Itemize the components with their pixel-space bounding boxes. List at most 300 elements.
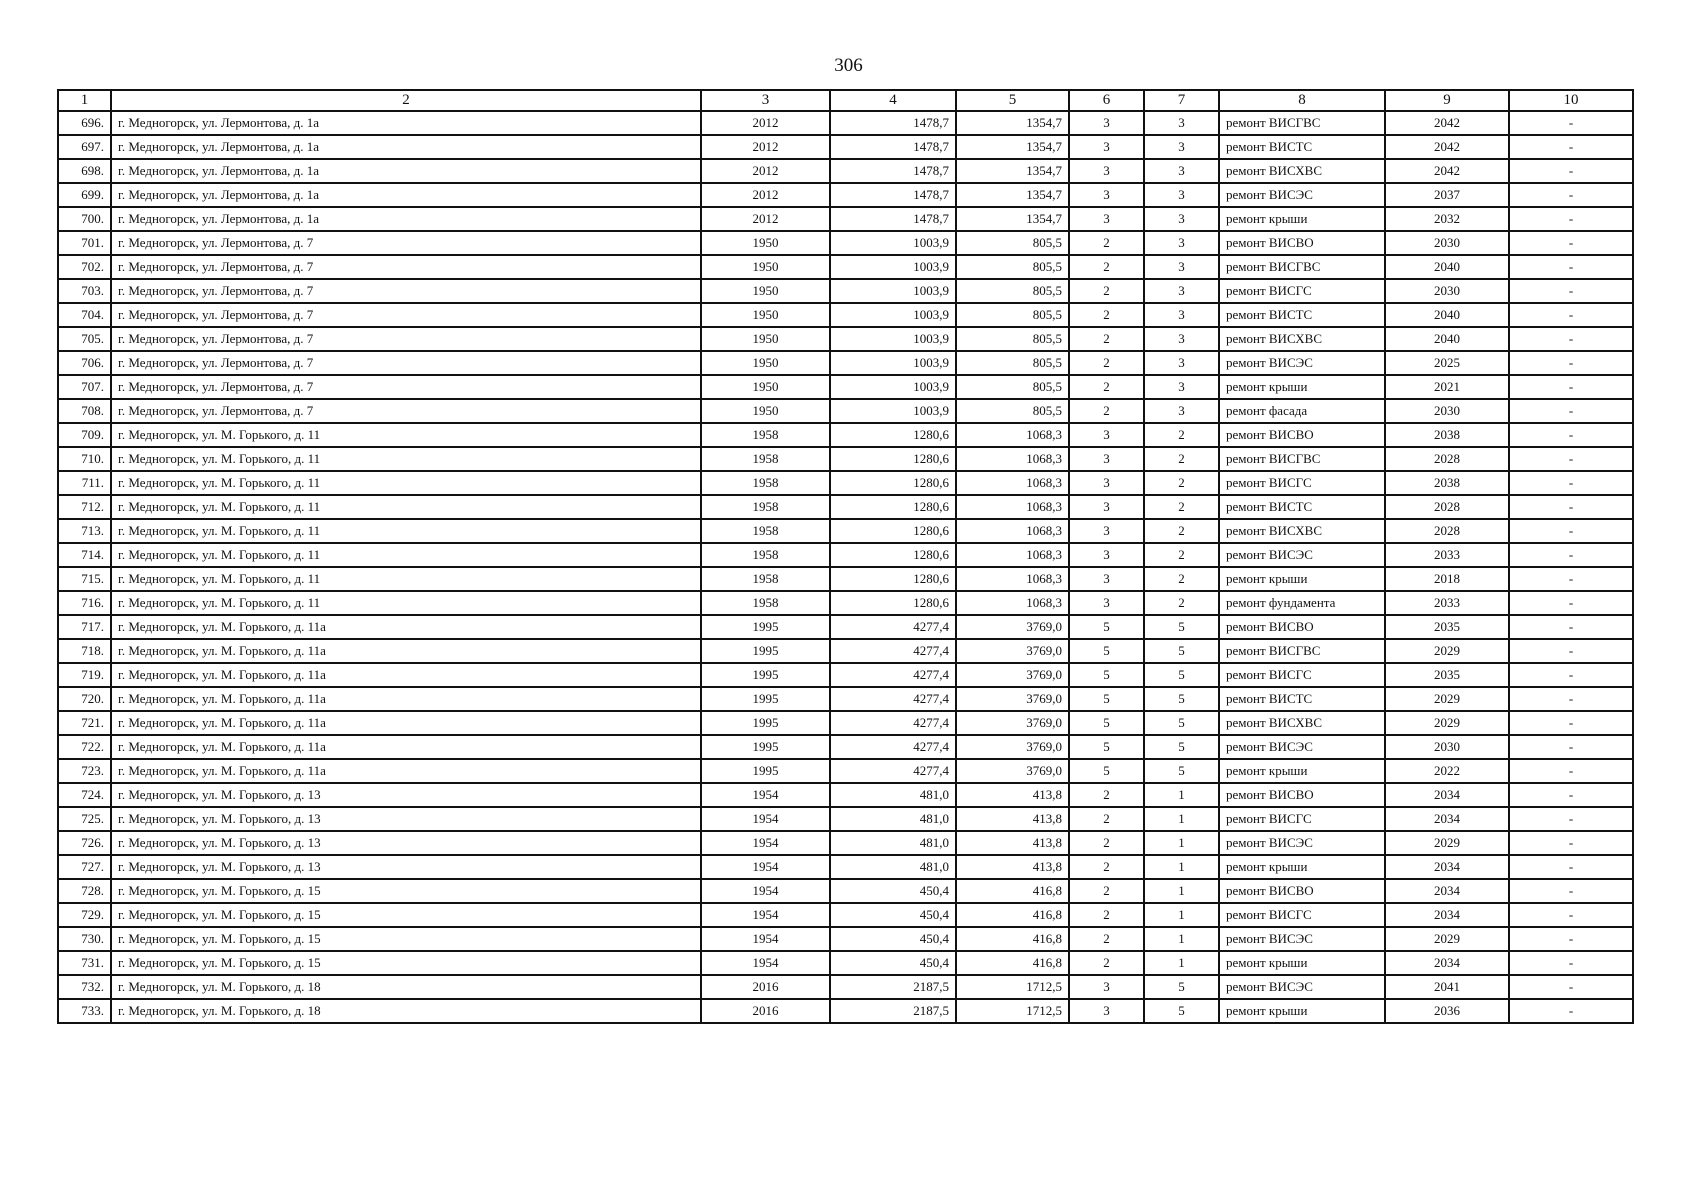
- note-cell: -: [1509, 927, 1633, 951]
- total-area-cell: 4277,4: [830, 663, 956, 687]
- total-area-cell: 4277,4: [830, 711, 956, 735]
- total-area-cell: 4277,4: [830, 615, 956, 639]
- planned-year-cell: 2025: [1385, 351, 1509, 375]
- living-area-cell: 1068,3: [956, 471, 1069, 495]
- living-area-cell: 1068,3: [956, 543, 1069, 567]
- work-type-cell: ремонт ВИСГВС: [1219, 111, 1385, 135]
- note-cell: -: [1509, 879, 1633, 903]
- table-row: [58, 999, 1633, 1023]
- entrances-cell: 5: [1144, 687, 1219, 711]
- table-row: [58, 231, 1633, 255]
- entrances-cell: 3: [1144, 351, 1219, 375]
- total-area-cell: 481,0: [830, 783, 956, 807]
- note-cell: -: [1509, 543, 1633, 567]
- row-number-cell: 728.: [58, 879, 111, 903]
- note-cell: -: [1509, 207, 1633, 231]
- work-type-cell: ремонт ВИСТС: [1219, 495, 1385, 519]
- planned-year-cell: 2032: [1385, 207, 1509, 231]
- floors-cell: 2: [1069, 255, 1144, 279]
- entrances-cell: 2: [1144, 495, 1219, 519]
- living-area-cell: 413,8: [956, 855, 1069, 879]
- column-number-header-row: [58, 90, 1633, 111]
- note-cell: -: [1509, 159, 1633, 183]
- total-area-cell: 1003,9: [830, 231, 956, 255]
- planned-year-cell: 2028: [1385, 495, 1509, 519]
- address-cell: г. Медногорск, ул. М. Горького, д. 11а: [111, 615, 701, 639]
- table-row: [58, 543, 1633, 567]
- total-area-cell: 450,4: [830, 951, 956, 975]
- living-area-cell: 1712,5: [956, 999, 1069, 1023]
- address-cell: г. Медногорск, ул. М. Горького, д. 18: [111, 999, 701, 1023]
- floors-cell: 2: [1069, 903, 1144, 927]
- work-type-cell: ремонт ВИСЭС: [1219, 183, 1385, 207]
- work-type-cell: ремонт ВИСВО: [1219, 231, 1385, 255]
- table-row: [58, 903, 1633, 927]
- living-area-cell: 3769,0: [956, 711, 1069, 735]
- planned-year-cell: 2038: [1385, 471, 1509, 495]
- year-cell: 2012: [701, 183, 830, 207]
- total-area-cell: 1280,6: [830, 495, 956, 519]
- address-cell: г. Медногорск, ул. М. Горького, д. 11: [111, 567, 701, 591]
- floors-cell: 3: [1069, 447, 1144, 471]
- table-row: [58, 567, 1633, 591]
- column-header-10: 10: [1509, 90, 1633, 111]
- total-area-cell: 481,0: [830, 831, 956, 855]
- row-number-cell: 732.: [58, 975, 111, 999]
- total-area-cell: 2187,5: [830, 975, 956, 999]
- floors-cell: 2: [1069, 351, 1144, 375]
- entrances-cell: 1: [1144, 951, 1219, 975]
- note-cell: -: [1509, 951, 1633, 975]
- total-area-cell: 4277,4: [830, 639, 956, 663]
- year-cell: 1954: [701, 807, 830, 831]
- total-area-cell: 1003,9: [830, 327, 956, 351]
- note-cell: -: [1509, 663, 1633, 687]
- entrances-cell: 1: [1144, 783, 1219, 807]
- row-number-cell: 723.: [58, 759, 111, 783]
- work-type-cell: ремонт ВИСГВС: [1219, 255, 1385, 279]
- year-cell: 1995: [701, 663, 830, 687]
- row-number-cell: 706.: [58, 351, 111, 375]
- floors-cell: 2: [1069, 879, 1144, 903]
- row-number-cell: 720.: [58, 687, 111, 711]
- floors-cell: 5: [1069, 759, 1144, 783]
- year-cell: 1954: [701, 927, 830, 951]
- column-header-2: 2: [111, 90, 701, 111]
- work-type-cell: ремонт крыши: [1219, 759, 1385, 783]
- planned-year-cell: 2034: [1385, 879, 1509, 903]
- living-area-cell: 1354,7: [956, 207, 1069, 231]
- floors-cell: 2: [1069, 855, 1144, 879]
- work-type-cell: ремонт ВИСХВС: [1219, 159, 1385, 183]
- table-row: [58, 639, 1633, 663]
- living-area-cell: 1068,3: [956, 495, 1069, 519]
- table-row: [58, 351, 1633, 375]
- work-type-cell: ремонт ВИСВО: [1219, 783, 1385, 807]
- address-cell: г. Медногорск, ул. Лермонтова, д. 1а: [111, 111, 701, 135]
- floors-cell: 3: [1069, 567, 1144, 591]
- address-cell: г. Медногорск, ул. М. Горького, д. 18: [111, 975, 701, 999]
- year-cell: 1950: [701, 279, 830, 303]
- year-cell: 1958: [701, 591, 830, 615]
- total-area-cell: 1478,7: [830, 111, 956, 135]
- floors-cell: 2: [1069, 399, 1144, 423]
- living-area-cell: 805,5: [956, 279, 1069, 303]
- table-row: [58, 831, 1633, 855]
- total-area-cell: 450,4: [830, 879, 956, 903]
- table-row: [58, 255, 1633, 279]
- entrances-cell: 3: [1144, 375, 1219, 399]
- planned-year-cell: 2029: [1385, 639, 1509, 663]
- entrances-cell: 5: [1144, 975, 1219, 999]
- table-row: [58, 183, 1633, 207]
- column-header-7: 7: [1144, 90, 1219, 111]
- year-cell: 2012: [701, 159, 830, 183]
- planned-year-cell: 2040: [1385, 327, 1509, 351]
- note-cell: -: [1509, 567, 1633, 591]
- work-type-cell: ремонт ВИСЭС: [1219, 351, 1385, 375]
- year-cell: 2012: [701, 111, 830, 135]
- note-cell: -: [1509, 759, 1633, 783]
- planned-year-cell: 2040: [1385, 303, 1509, 327]
- year-cell: 1954: [701, 783, 830, 807]
- address-cell: г. Медногорск, ул. М. Горького, д. 11а: [111, 639, 701, 663]
- table-row: [58, 807, 1633, 831]
- planned-year-cell: 2033: [1385, 591, 1509, 615]
- living-area-cell: 805,5: [956, 327, 1069, 351]
- address-cell: г. Медногорск, ул. М. Горького, д. 11а: [111, 687, 701, 711]
- note-cell: -: [1509, 423, 1633, 447]
- entrances-cell: 1: [1144, 855, 1219, 879]
- table-row: [58, 615, 1633, 639]
- total-area-cell: 2187,5: [830, 999, 956, 1023]
- living-area-cell: 3769,0: [956, 735, 1069, 759]
- living-area-cell: 1354,7: [956, 111, 1069, 135]
- row-number-cell: 713.: [58, 519, 111, 543]
- row-number-cell: 719.: [58, 663, 111, 687]
- floors-cell: 2: [1069, 375, 1144, 399]
- total-area-cell: 1003,9: [830, 255, 956, 279]
- entrances-cell: 5: [1144, 663, 1219, 687]
- year-cell: 1958: [701, 447, 830, 471]
- table-row: [58, 135, 1633, 159]
- planned-year-cell: 2018: [1385, 567, 1509, 591]
- year-cell: 1995: [701, 759, 830, 783]
- work-type-cell: ремонт ВИСХВС: [1219, 327, 1385, 351]
- work-type-cell: ремонт ВИСГВС: [1219, 639, 1385, 663]
- floors-cell: 2: [1069, 303, 1144, 327]
- table-row: [58, 303, 1633, 327]
- table-row: [58, 687, 1633, 711]
- planned-year-cell: 2042: [1385, 111, 1509, 135]
- year-cell: 2012: [701, 135, 830, 159]
- address-cell: г. Медногорск, ул. М. Горького, д. 15: [111, 927, 701, 951]
- address-cell: г. Медногорск, ул. М. Горького, д. 13: [111, 807, 701, 831]
- planned-year-cell: 2041: [1385, 975, 1509, 999]
- work-type-cell: ремонт фундамента: [1219, 591, 1385, 615]
- year-cell: 1950: [701, 351, 830, 375]
- address-cell: г. Медногорск, ул. М. Горького, д. 11: [111, 543, 701, 567]
- work-type-cell: ремонт ВИСГС: [1219, 279, 1385, 303]
- living-area-cell: 413,8: [956, 831, 1069, 855]
- living-area-cell: 1354,7: [956, 135, 1069, 159]
- address-cell: г. Медногорск, ул. М. Горького, д. 13: [111, 783, 701, 807]
- table-row: [58, 663, 1633, 687]
- entrances-cell: 2: [1144, 471, 1219, 495]
- entrances-cell: 3: [1144, 303, 1219, 327]
- row-number-cell: 717.: [58, 615, 111, 639]
- note-cell: -: [1509, 711, 1633, 735]
- row-number-cell: 700.: [58, 207, 111, 231]
- year-cell: 1995: [701, 735, 830, 759]
- work-type-cell: ремонт ВИСГС: [1219, 807, 1385, 831]
- total-area-cell: 4277,4: [830, 687, 956, 711]
- total-area-cell: 1003,9: [830, 375, 956, 399]
- planned-year-cell: 2021: [1385, 375, 1509, 399]
- work-type-cell: ремонт ВИСГС: [1219, 903, 1385, 927]
- table-row: [58, 519, 1633, 543]
- entrances-cell: 1: [1144, 903, 1219, 927]
- table-row: [58, 855, 1633, 879]
- note-cell: -: [1509, 615, 1633, 639]
- floors-cell: 3: [1069, 519, 1144, 543]
- year-cell: 1995: [701, 615, 830, 639]
- floors-cell: 5: [1069, 711, 1144, 735]
- entrances-cell: 3: [1144, 159, 1219, 183]
- column-header-3: 3: [701, 90, 830, 111]
- table-row: [58, 735, 1633, 759]
- work-type-cell: ремонт фасада: [1219, 399, 1385, 423]
- living-area-cell: 805,5: [956, 255, 1069, 279]
- total-area-cell: 1280,6: [830, 591, 956, 615]
- living-area-cell: 3769,0: [956, 663, 1069, 687]
- living-area-cell: 413,8: [956, 807, 1069, 831]
- note-cell: -: [1509, 495, 1633, 519]
- planned-year-cell: 2034: [1385, 855, 1509, 879]
- floors-cell: 2: [1069, 951, 1144, 975]
- note-cell: -: [1509, 855, 1633, 879]
- row-number-cell: 725.: [58, 807, 111, 831]
- floors-cell: 5: [1069, 615, 1144, 639]
- table-row: [58, 159, 1633, 183]
- year-cell: 1950: [701, 231, 830, 255]
- row-number-cell: 703.: [58, 279, 111, 303]
- floors-cell: 3: [1069, 543, 1144, 567]
- note-cell: -: [1509, 447, 1633, 471]
- entrances-cell: 5: [1144, 735, 1219, 759]
- planned-year-cell: 2035: [1385, 663, 1509, 687]
- column-header-9: 9: [1385, 90, 1509, 111]
- floors-cell: 3: [1069, 495, 1144, 519]
- floors-cell: 3: [1069, 999, 1144, 1023]
- entrances-cell: 5: [1144, 639, 1219, 663]
- row-number-cell: 715.: [58, 567, 111, 591]
- address-cell: г. Медногорск, ул. Лермонтова, д. 7: [111, 303, 701, 327]
- total-area-cell: 481,0: [830, 855, 956, 879]
- entrances-cell: 1: [1144, 927, 1219, 951]
- year-cell: 1954: [701, 855, 830, 879]
- living-area-cell: 416,8: [956, 879, 1069, 903]
- planned-year-cell: 2035: [1385, 615, 1509, 639]
- note-cell: -: [1509, 375, 1633, 399]
- planned-year-cell: 2030: [1385, 399, 1509, 423]
- floors-cell: 2: [1069, 783, 1144, 807]
- work-type-cell: ремонт крыши: [1219, 375, 1385, 399]
- address-cell: г. Медногорск, ул. М. Горького, д. 11: [111, 447, 701, 471]
- column-header-4: 4: [830, 90, 956, 111]
- total-area-cell: 1280,6: [830, 519, 956, 543]
- row-number-cell: 716.: [58, 591, 111, 615]
- living-area-cell: 3769,0: [956, 759, 1069, 783]
- address-cell: г. Медногорск, ул. М. Горького, д. 11: [111, 519, 701, 543]
- note-cell: -: [1509, 999, 1633, 1023]
- living-area-cell: 3769,0: [956, 687, 1069, 711]
- total-area-cell: 1478,7: [830, 207, 956, 231]
- floors-cell: 3: [1069, 159, 1144, 183]
- floors-cell: 3: [1069, 135, 1144, 159]
- table-row: [58, 759, 1633, 783]
- address-cell: г. Медногорск, ул. Лермонтова, д. 1а: [111, 207, 701, 231]
- floors-cell: 3: [1069, 591, 1144, 615]
- floors-cell: 2: [1069, 807, 1144, 831]
- entrances-cell: 5: [1144, 615, 1219, 639]
- planned-year-cell: 2034: [1385, 783, 1509, 807]
- note-cell: -: [1509, 975, 1633, 999]
- total-area-cell: 1003,9: [830, 279, 956, 303]
- entrances-cell: 3: [1144, 255, 1219, 279]
- address-cell: г. Медногорск, ул. М. Горького, д. 13: [111, 831, 701, 855]
- planned-year-cell: 2040: [1385, 255, 1509, 279]
- total-area-cell: 1003,9: [830, 351, 956, 375]
- work-type-cell: ремонт ВИСТС: [1219, 135, 1385, 159]
- planned-year-cell: 2028: [1385, 519, 1509, 543]
- total-area-cell: 1280,6: [830, 423, 956, 447]
- living-area-cell: 1068,3: [956, 423, 1069, 447]
- total-area-cell: 1003,9: [830, 399, 956, 423]
- total-area-cell: 1478,7: [830, 183, 956, 207]
- page-number: 306: [834, 55, 863, 76]
- table-row: [58, 711, 1633, 735]
- total-area-cell: 1280,6: [830, 567, 956, 591]
- year-cell: 1950: [701, 255, 830, 279]
- address-cell: г. Медногорск, ул. М. Горького, д. 11а: [111, 735, 701, 759]
- entrances-cell: 3: [1144, 207, 1219, 231]
- living-area-cell: 413,8: [956, 783, 1069, 807]
- floors-cell: 2: [1069, 927, 1144, 951]
- floors-cell: 3: [1069, 183, 1144, 207]
- year-cell: 1954: [701, 903, 830, 927]
- row-number-cell: 708.: [58, 399, 111, 423]
- living-area-cell: 1068,3: [956, 567, 1069, 591]
- work-type-cell: ремонт ВИСТС: [1219, 303, 1385, 327]
- row-number-cell: 698.: [58, 159, 111, 183]
- entrances-cell: 2: [1144, 519, 1219, 543]
- living-area-cell: 1068,3: [956, 591, 1069, 615]
- total-area-cell: 1280,6: [830, 447, 956, 471]
- living-area-cell: 416,8: [956, 903, 1069, 927]
- row-number-cell: 710.: [58, 447, 111, 471]
- row-number-cell: 702.: [58, 255, 111, 279]
- total-area-cell: 450,4: [830, 903, 956, 927]
- note-cell: -: [1509, 807, 1633, 831]
- floors-cell: 3: [1069, 207, 1144, 231]
- floors-cell: 2: [1069, 279, 1144, 303]
- planned-year-cell: 2029: [1385, 711, 1509, 735]
- note-cell: -: [1509, 231, 1633, 255]
- living-area-cell: 416,8: [956, 951, 1069, 975]
- table-row: [58, 975, 1633, 999]
- address-cell: г. Медногорск, ул. Лермонтова, д. 7: [111, 351, 701, 375]
- planned-year-cell: 2030: [1385, 735, 1509, 759]
- year-cell: 1950: [701, 327, 830, 351]
- entrances-cell: 1: [1144, 879, 1219, 903]
- note-cell: -: [1509, 279, 1633, 303]
- capital-repair-table: [57, 89, 1634, 1024]
- work-type-cell: ремонт крыши: [1219, 567, 1385, 591]
- address-cell: г. Медногорск, ул. Лермонтова, д. 1а: [111, 159, 701, 183]
- living-area-cell: 3769,0: [956, 639, 1069, 663]
- floors-cell: 3: [1069, 471, 1144, 495]
- row-number-cell: 707.: [58, 375, 111, 399]
- address-cell: г. Медногорск, ул. М. Горького, д. 11: [111, 495, 701, 519]
- total-area-cell: 1003,9: [830, 303, 956, 327]
- floors-cell: 5: [1069, 663, 1144, 687]
- address-cell: г. Медногорск, ул. Лермонтова, д. 1а: [111, 183, 701, 207]
- note-cell: -: [1509, 111, 1633, 135]
- work-type-cell: ремонт ВИСГВС: [1219, 447, 1385, 471]
- living-area-cell: 805,5: [956, 303, 1069, 327]
- planned-year-cell: 2029: [1385, 831, 1509, 855]
- work-type-cell: ремонт ВИСЭС: [1219, 975, 1385, 999]
- work-type-cell: ремонт ВИСВО: [1219, 879, 1385, 903]
- table-row: [58, 951, 1633, 975]
- planned-year-cell: 2034: [1385, 903, 1509, 927]
- work-type-cell: ремонт ВИСХВС: [1219, 519, 1385, 543]
- column-header-1: 1: [58, 90, 111, 111]
- year-cell: 1958: [701, 519, 830, 543]
- living-area-cell: 805,5: [956, 399, 1069, 423]
- address-cell: г. Медногорск, ул. Лермонтова, д. 1а: [111, 135, 701, 159]
- work-type-cell: ремонт ВИСЭС: [1219, 543, 1385, 567]
- entrances-cell: 3: [1144, 279, 1219, 303]
- floors-cell: 5: [1069, 687, 1144, 711]
- year-cell: 1995: [701, 687, 830, 711]
- note-cell: -: [1509, 255, 1633, 279]
- note-cell: -: [1509, 327, 1633, 351]
- address-cell: г. Медногорск, ул. М. Горького, д. 11а: [111, 711, 701, 735]
- column-header-8: 8: [1219, 90, 1385, 111]
- row-number-cell: 701.: [58, 231, 111, 255]
- row-number-cell: 729.: [58, 903, 111, 927]
- note-cell: -: [1509, 687, 1633, 711]
- row-number-cell: 721.: [58, 711, 111, 735]
- table-row: [58, 447, 1633, 471]
- planned-year-cell: 2042: [1385, 135, 1509, 159]
- work-type-cell: ремонт ВИСГС: [1219, 663, 1385, 687]
- entrances-cell: 5: [1144, 999, 1219, 1023]
- table-row: [58, 111, 1633, 135]
- living-area-cell: 805,5: [956, 231, 1069, 255]
- work-type-cell: ремонт ВИСЭС: [1219, 927, 1385, 951]
- work-type-cell: ремонт ВИСХВС: [1219, 711, 1385, 735]
- work-type-cell: ремонт ВИСВО: [1219, 615, 1385, 639]
- work-type-cell: ремонт ВИСТС: [1219, 687, 1385, 711]
- row-number-cell: 697.: [58, 135, 111, 159]
- total-area-cell: 450,4: [830, 927, 956, 951]
- floors-cell: 3: [1069, 111, 1144, 135]
- column-header-6: 6: [1069, 90, 1144, 111]
- note-cell: -: [1509, 351, 1633, 375]
